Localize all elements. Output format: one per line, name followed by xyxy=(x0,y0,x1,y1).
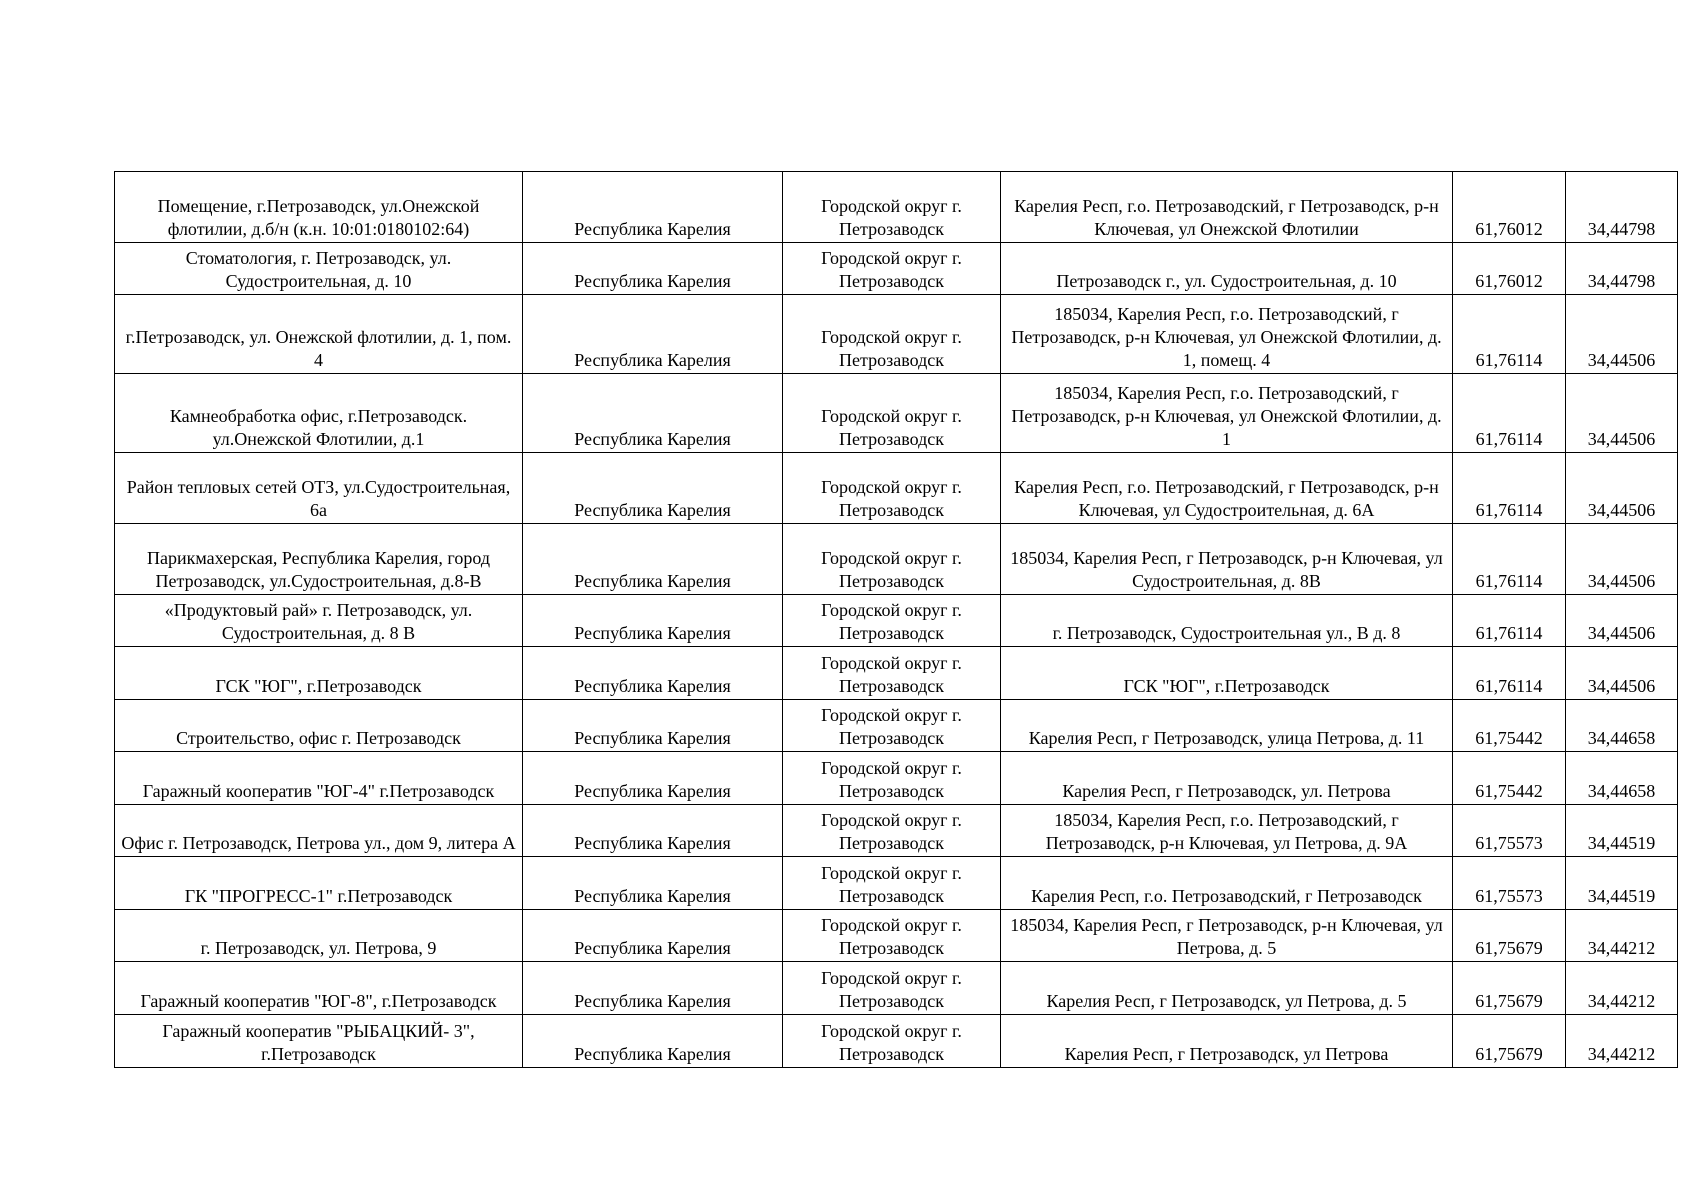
longitude-cell: 34,44212 xyxy=(1566,1015,1678,1068)
region-cell: Республика Карелия xyxy=(523,1015,783,1068)
object-cell: «Продуктовый рай» г. Петрозаводск, ул. Судостроительная, д. 8 В xyxy=(115,595,523,647)
region-cell: Республика Карелия xyxy=(523,374,783,453)
object-cell: Помещение, г.Петрозаводск, ул.Онежской флотилии, д.б/н (к.н. 10:01:0180102:64) xyxy=(115,172,523,243)
district-cell: Городской округ г. Петрозаводск xyxy=(783,857,1001,910)
region-cell: Республика Карелия xyxy=(523,295,783,374)
object-cell: ГСК "ЮГ", г.Петрозаводск xyxy=(115,647,523,700)
latitude-cell: 61,75442 xyxy=(1453,700,1566,752)
object-cell: г.Петрозаводск, ул. Онежской флотилии, д. 1, пом. 4 xyxy=(115,295,523,374)
object-cell: Стоматология, г. Петрозаводск, ул. Судостроительная, д. 10 xyxy=(115,243,523,295)
object-cell: Парикмахерская, Республика Карелия, город Петрозаводск, ул.Судостроительная, д.8-В xyxy=(115,524,523,595)
address-cell: г. Петрозаводск, Судостроительная ул., В д. 8 xyxy=(1001,595,1453,647)
district-cell: Городской округ г. Петрозаводск xyxy=(783,805,1001,857)
region-cell: Республика Карелия xyxy=(523,243,783,295)
longitude-cell: 34,44798 xyxy=(1566,172,1678,243)
longitude-cell: 34,44519 xyxy=(1566,805,1678,857)
longitude-cell: 34,44506 xyxy=(1566,295,1678,374)
region-cell: Республика Карелия xyxy=(523,910,783,962)
latitude-cell: 61,76114 xyxy=(1453,295,1566,374)
table-row xyxy=(115,595,1678,647)
address-cell: 185034, Карелия Респ, г.о. Петрозаводский, г Петрозаводск, р-н Ключевая, ул Онежской Флотилии, д. 1, помещ. 4 xyxy=(1001,295,1453,374)
district-cell: Городской округ г. Петрозаводск xyxy=(783,172,1001,243)
table-row xyxy=(115,857,1678,910)
address-cell: Карелия Респ, г Петрозаводск, ул. Петрова xyxy=(1001,752,1453,805)
table-row xyxy=(115,700,1678,752)
table-row xyxy=(115,295,1678,374)
district-cell: Городской округ г. Петрозаводск xyxy=(783,453,1001,524)
latitude-cell: 61,76114 xyxy=(1453,595,1566,647)
region-cell: Республика Карелия xyxy=(523,752,783,805)
district-cell: Городской округ г. Петрозаводск xyxy=(783,1015,1001,1068)
table-row xyxy=(115,962,1678,1015)
region-cell: Республика Карелия xyxy=(523,962,783,1015)
district-cell: Городской округ г. Петрозаводск xyxy=(783,962,1001,1015)
district-cell: Городской округ г. Петрозаводск xyxy=(783,524,1001,595)
address-cell: 185034, Карелия Респ, г.о. Петрозаводский, г Петрозаводск, р-н Ключевая, ул Онежской Флотилии, д. 1 xyxy=(1001,374,1453,453)
longitude-cell: 34,44506 xyxy=(1566,374,1678,453)
region-cell: Республика Карелия xyxy=(523,595,783,647)
object-cell: Гаражный кооператив "ЮГ-4" г.Петрозаводск xyxy=(115,752,523,805)
longitude-cell: 34,44212 xyxy=(1566,910,1678,962)
address-cell: ГСК "ЮГ", г.Петрозаводск xyxy=(1001,647,1453,700)
region-cell: Республика Карелия xyxy=(523,172,783,243)
address-cell: 185034, Карелия Респ, г Петрозаводск, р-н Ключевая, ул Судостроительная, д. 8В xyxy=(1001,524,1453,595)
latitude-cell: 61,76114 xyxy=(1453,453,1566,524)
object-cell: г. Петрозаводск, ул. Петрова, 9 xyxy=(115,910,523,962)
address-cell: 185034, Карелия Респ, г Петрозаводск, р-н Ключевая, ул Петрова, д. 5 xyxy=(1001,910,1453,962)
table-row xyxy=(115,243,1678,295)
addresses-table xyxy=(114,171,1678,1068)
latitude-cell: 61,75442 xyxy=(1453,752,1566,805)
latitude-cell: 61,76114 xyxy=(1453,647,1566,700)
region-cell: Республика Карелия xyxy=(523,453,783,524)
address-cell: Петрозаводск г., ул. Судостроительная, д. 10 xyxy=(1001,243,1453,295)
table-row xyxy=(115,172,1678,243)
table-row xyxy=(115,1015,1678,1068)
address-cell: Карелия Респ, г.о. Петрозаводский, г Петрозаводск xyxy=(1001,857,1453,910)
object-cell: ГК "ПРОГРЕСС-1" г.Петрозаводск xyxy=(115,857,523,910)
table-row xyxy=(115,374,1678,453)
longitude-cell: 34,44506 xyxy=(1566,453,1678,524)
district-cell: Городской округ г. Петрозаводск xyxy=(783,752,1001,805)
latitude-cell: 61,76114 xyxy=(1453,524,1566,595)
district-cell: Городской округ г. Петрозаводск xyxy=(783,647,1001,700)
address-cell: Карелия Респ, г Петрозаводск, улица Петрова, д. 11 xyxy=(1001,700,1453,752)
table-row xyxy=(115,453,1678,524)
table-row xyxy=(115,524,1678,595)
address-cell: Карелия Респ, г Петрозаводск, ул Петрова xyxy=(1001,1015,1453,1068)
longitude-cell: 34,44506 xyxy=(1566,524,1678,595)
latitude-cell: 61,76012 xyxy=(1453,172,1566,243)
address-cell: Карелия Респ, г.о. Петрозаводский, г Петрозаводск, р-н Ключевая, ул Онежской Флотилии xyxy=(1001,172,1453,243)
table-row xyxy=(115,910,1678,962)
longitude-cell: 34,44212 xyxy=(1566,962,1678,1015)
address-cell: 185034, Карелия Респ, г.о. Петрозаводский, г Петрозаводск, р-н Ключевая, ул Петрова, д. 9А xyxy=(1001,805,1453,857)
object-cell: Район тепловых сетей ОТЗ, ул.Судостроительная, 6а xyxy=(115,453,523,524)
district-cell: Городской округ г. Петрозаводск xyxy=(783,700,1001,752)
latitude-cell: 61,75679 xyxy=(1453,962,1566,1015)
region-cell: Республика Карелия xyxy=(523,857,783,910)
latitude-cell: 61,76012 xyxy=(1453,243,1566,295)
region-cell: Республика Карелия xyxy=(523,700,783,752)
longitude-cell: 34,44658 xyxy=(1566,752,1678,805)
district-cell: Городской округ г. Петрозаводск xyxy=(783,243,1001,295)
object-cell: Гаражный кооператив "ЮГ-8", г.Петрозаводск xyxy=(115,962,523,1015)
region-cell: Республика Карелия xyxy=(523,647,783,700)
longitude-cell: 34,44506 xyxy=(1566,595,1678,647)
district-cell: Городской округ г. Петрозаводск xyxy=(783,374,1001,453)
latitude-cell: 61,75679 xyxy=(1453,910,1566,962)
longitude-cell: 34,44658 xyxy=(1566,700,1678,752)
table-row xyxy=(115,647,1678,700)
object-cell: Офис г. Петрозаводск, Петрова ул., дом 9, литера А xyxy=(115,805,523,857)
address-cell: Карелия Респ, г Петрозаводск, ул Петрова, д. 5 xyxy=(1001,962,1453,1015)
longitude-cell: 34,44519 xyxy=(1566,857,1678,910)
district-cell: Городской округ г. Петрозаводск xyxy=(783,910,1001,962)
latitude-cell: 61,75573 xyxy=(1453,805,1566,857)
object-cell: Камнеобработка офис, г.Петрозаводск. ул.Онежской Флотилии, д.1 xyxy=(115,374,523,453)
region-cell: Республика Карелия xyxy=(523,524,783,595)
table-row xyxy=(115,805,1678,857)
object-cell: Гаражный кооператив "РЫБАЦКИЙ- 3", г.Петрозаводск xyxy=(115,1015,523,1068)
latitude-cell: 61,76114 xyxy=(1453,374,1566,453)
address-cell: Карелия Респ, г.о. Петрозаводский, г Петрозаводск, р-н Ключевая, ул Судостроительная, д. 6А xyxy=(1001,453,1453,524)
region-cell: Республика Карелия xyxy=(523,805,783,857)
district-cell: Городской округ г. Петрозаводск xyxy=(783,295,1001,374)
longitude-cell: 34,44506 xyxy=(1566,647,1678,700)
object-cell: Строительство, офис г. Петрозаводск xyxy=(115,700,523,752)
longitude-cell: 34,44798 xyxy=(1566,243,1678,295)
latitude-cell: 61,75679 xyxy=(1453,1015,1566,1068)
latitude-cell: 61,75573 xyxy=(1453,857,1566,910)
table-row xyxy=(115,752,1678,805)
district-cell: Городской округ г. Петрозаводск xyxy=(783,595,1001,647)
